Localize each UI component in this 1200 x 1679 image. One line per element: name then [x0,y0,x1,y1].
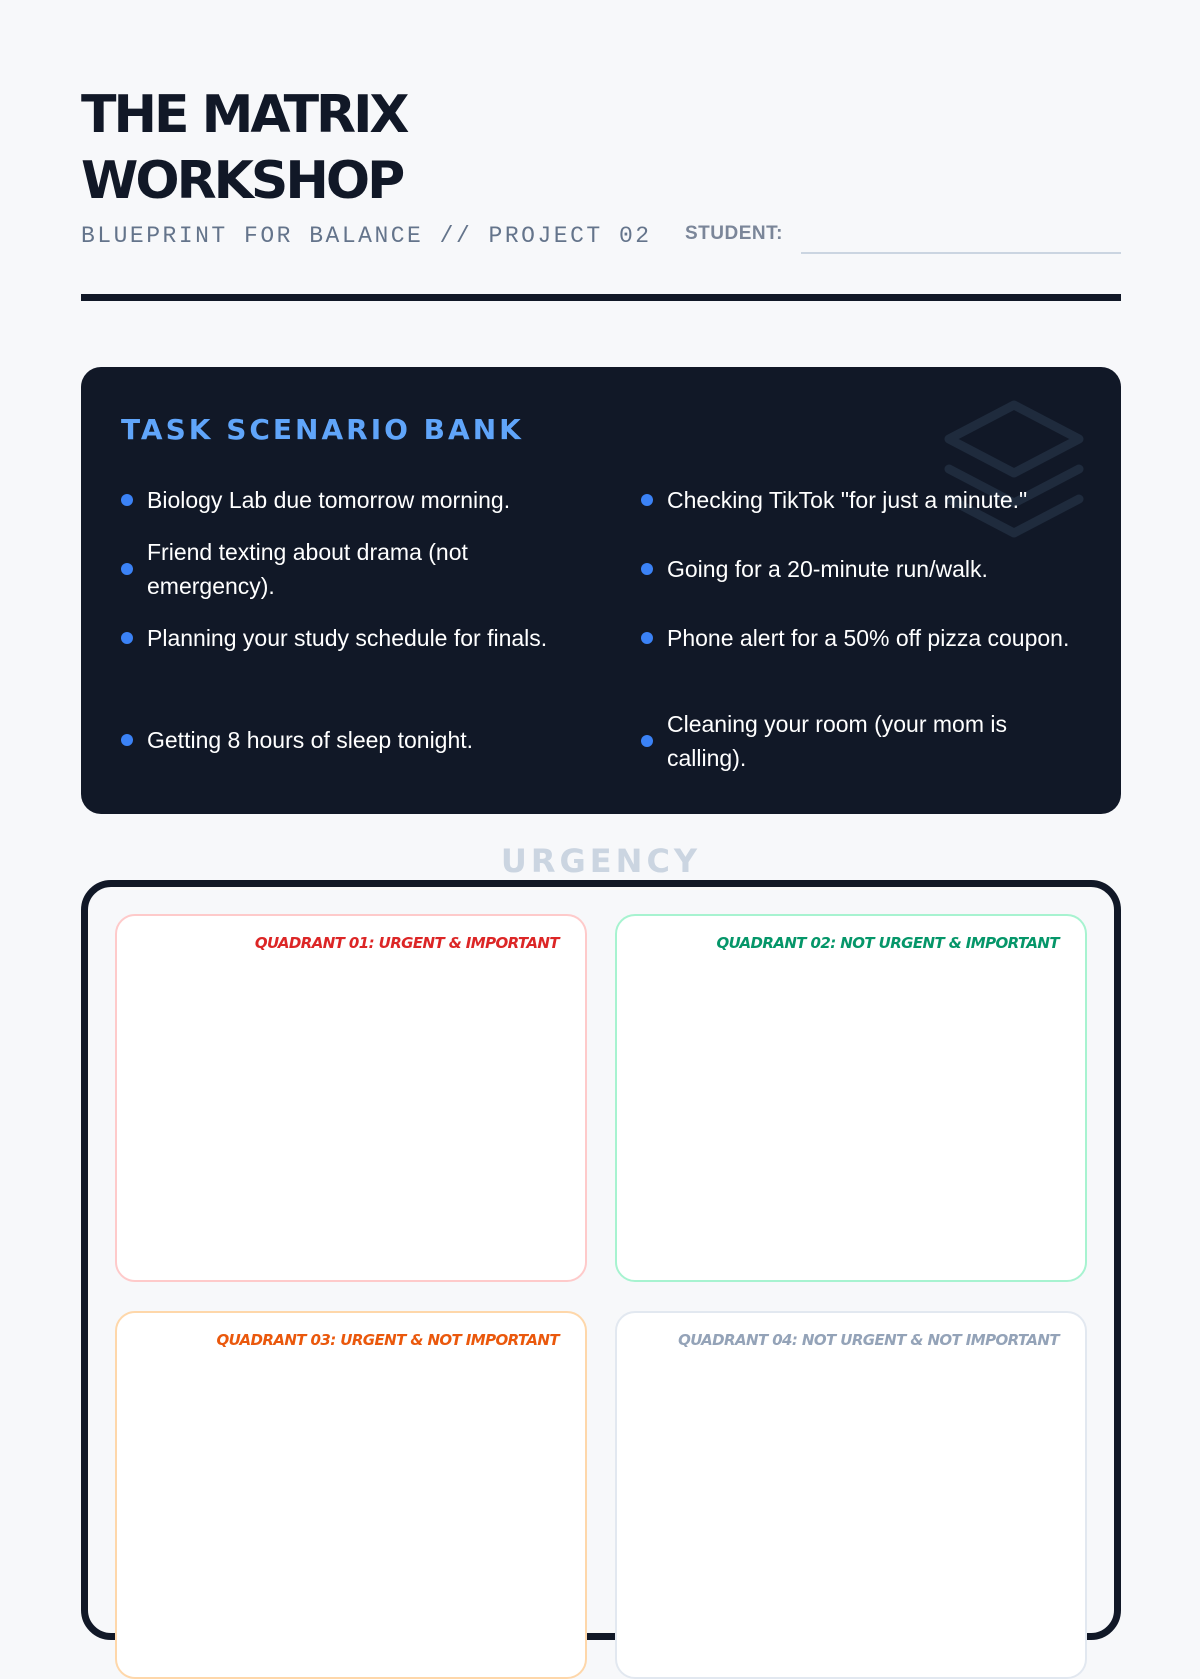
scenario-text: Checking TikTok "for just a minute." [667,487,1028,513]
scenario-text: Going for a 20-minute run/walk. [667,556,988,582]
bank-title: TASK SCENARIO BANK [121,413,524,446]
bullet-icon [641,494,653,506]
scenario-text: Friend texting about drama (not emergency). [147,539,468,599]
page-subtitle: BLUEPRINT FOR BALANCE // PROJECT 02 [81,223,652,249]
quadrant-4-label: QUADRANT 04: NOT URGENT & NOT IMPORTANT [678,1331,1059,1349]
student-label: STUDENT: [685,223,783,244]
scenario-text: Getting 8 hours of sleep tonight. [147,727,474,753]
page-title: THE MATRIX WORKSHOP [81,85,407,211]
bullet-icon [121,563,133,575]
scenario-item [121,535,561,603]
quadrant-1-label: QUADRANT 01: URGENT & IMPORTANT [254,934,559,952]
scenario-item [641,483,1081,517]
bullet-icon [121,632,133,644]
bullet-icon [641,735,653,747]
scenario-item [121,483,561,517]
quadrant-4-box[interactable] [615,1311,1087,1679]
scenario-text: Cleaning your room (your mom is calling). [667,711,1008,771]
quadrant-2-label: QUADRANT 02: NOT URGENT & IMPORTANT [716,934,1059,952]
student-name-field[interactable] [801,252,1121,254]
scenario-text: Phone alert for a 50% off pizza coupon. [667,625,1070,651]
scenario-item [641,621,1081,655]
quadrant-2-box[interactable] [615,914,1087,1282]
scenario-item [121,621,561,655]
bullet-icon [121,494,133,506]
urgency-axis-label: URGENCY [500,842,702,880]
worksheet-page [81,0,1121,1600]
task-scenario-bank [81,367,1121,814]
bullet-icon [121,734,133,746]
scenario-item [641,552,1081,586]
bullet-icon [641,632,653,644]
layers-icon [939,397,1089,547]
scenario-item [641,707,1081,775]
scenario-text: Biology Lab due tomorrow morning. [147,487,511,513]
bullet-icon [641,563,653,575]
quadrant-3-label: QUADRANT 03: URGENT & NOT IMPORTANT [216,1331,559,1349]
quadrant-3-box[interactable] [115,1311,587,1679]
scenario-text: Planning your study schedule for finals. [147,625,548,651]
header-divider [81,294,1121,301]
scenario-item [121,723,561,757]
quadrant-1-box[interactable] [115,914,587,1282]
eisenhower-matrix [81,880,1121,1640]
